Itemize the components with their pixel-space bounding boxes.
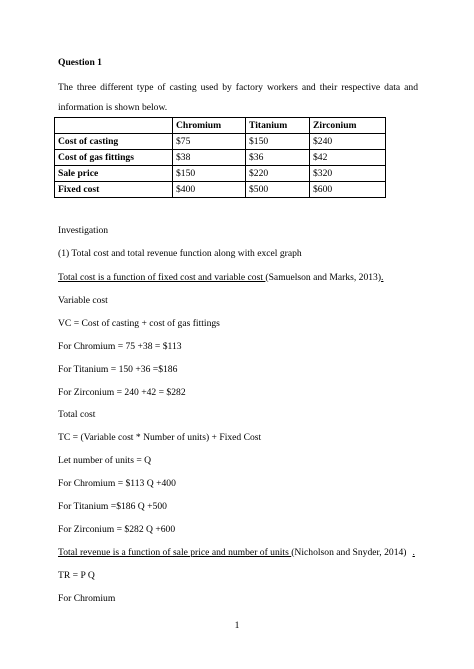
total-cost-definition-text: Total cost is a function of fixed cost and variable cost — [58, 272, 266, 283]
investigation-label: Investigation — [58, 225, 109, 236]
casting-data-table — [54, 117, 386, 198]
total-revenue-definition-text: Total revenue is a function of sale price and number of units — [58, 547, 292, 558]
table-header-cell: Chromium — [173, 118, 246, 134]
total-revenue-definition — [58, 547, 415, 559]
vc-formula: VC = Cost of casting + cost of gas fittings — [58, 318, 220, 329]
tr-formula: TR = P Q — [58, 570, 95, 581]
table-cell: $75 — [173, 134, 246, 150]
question-one-text: (1) Total cost and total revenue function along with excel graph — [58, 248, 302, 259]
table-row-header: Cost of gas fittings — [55, 150, 173, 166]
table-row — [55, 134, 386, 150]
table-header-cell — [55, 118, 173, 134]
definition-end: . — [381, 272, 384, 283]
total-cost-definition — [58, 272, 383, 284]
vc-titanium: For Titanium = 150 +36 =$186 — [58, 364, 178, 375]
citation: (Nicholson and Snyder, 2014) — [291, 547, 407, 558]
total-cost-label: Total cost — [58, 409, 96, 420]
vc-chromium: For Chromium = 75 +38 = $113 — [58, 341, 182, 352]
table-row-header: Sale price — [55, 166, 173, 182]
variable-cost-label: Variable cost — [58, 295, 108, 306]
table-header-cell: Zirconium — [310, 118, 386, 134]
tc-titanium: For Titanium =$186 Q +500 — [58, 501, 167, 512]
table-cell: $400 — [173, 182, 246, 198]
tc-zirconium: For Zirconium = $282 Q +600 — [58, 524, 176, 535]
for-chromium-label: For Chromium — [58, 593, 116, 604]
table-cell: $150 — [173, 166, 246, 182]
definition-end: . — [412, 547, 415, 558]
units-definition: Let number of units = Q — [58, 455, 152, 466]
table-row-header: Cost of casting — [55, 134, 173, 150]
table-cell: $500 — [246, 182, 310, 198]
table-cell: $38 — [173, 150, 246, 166]
question-heading: Question 1 — [58, 57, 102, 68]
table-cell: $220 — [246, 166, 310, 182]
table-cell: $36 — [246, 150, 310, 166]
table-cell: $240 — [310, 134, 386, 150]
tc-chromium: For Chromium = $113 Q +400 — [58, 478, 176, 489]
vc-zirconium: For Zirconium = 240 +42 = $282 — [58, 387, 186, 398]
page-number: 1 — [234, 620, 240, 631]
table-cell: $42 — [310, 150, 386, 166]
table-cell: $600 — [310, 182, 386, 198]
intro-paragraph: The three different type of casting used by factory workers and their respective data and information is shown below. — [58, 82, 418, 113]
table-row-header: Fixed cost — [55, 182, 173, 198]
citation: (Samuelson and Marks, 2013) — [265, 272, 382, 283]
table-header-row — [55, 118, 386, 134]
table-row — [55, 182, 386, 198]
table-row — [55, 166, 386, 182]
tc-formula: TC = (Variable cost * Number of units) + Fixed Cost — [58, 432, 262, 443]
table-cell: $320 — [310, 166, 386, 182]
table-header-cell: Titanium — [246, 118, 310, 134]
table-row — [55, 150, 386, 166]
table-cell: $150 — [246, 134, 310, 150]
